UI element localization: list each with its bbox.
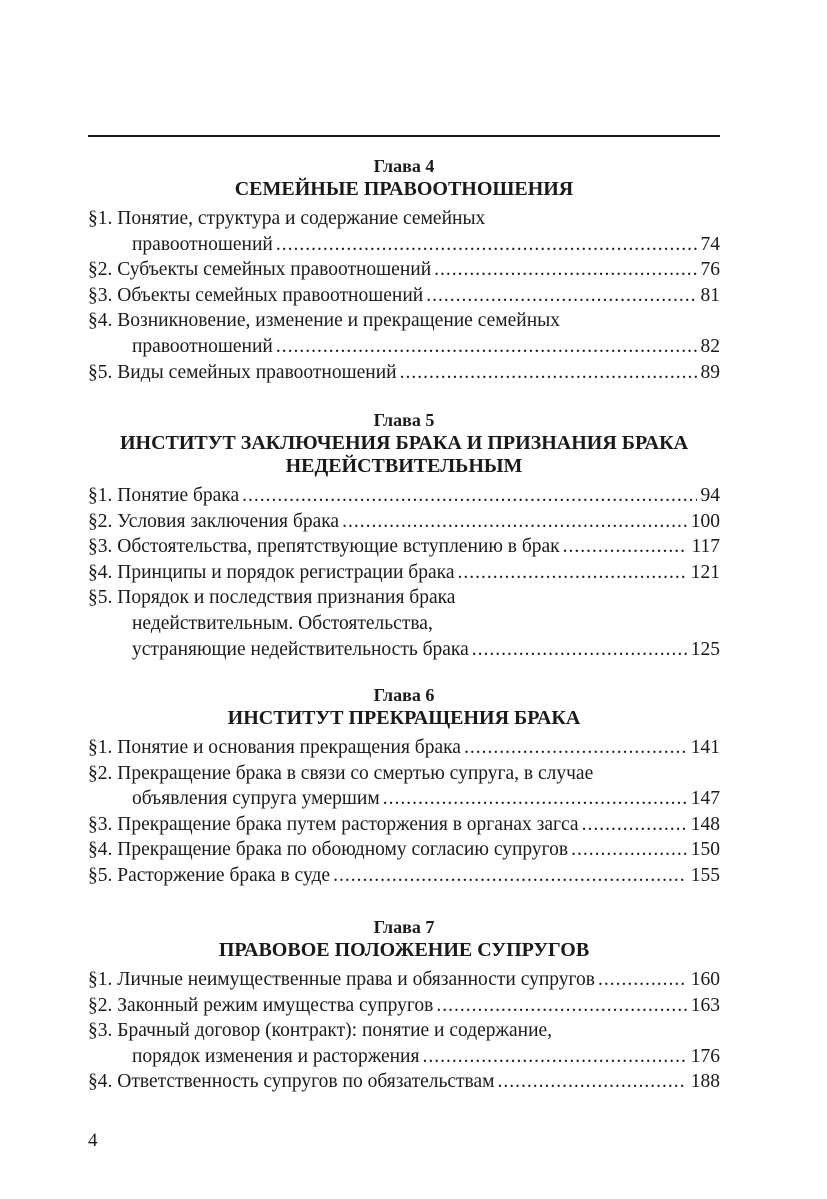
toc-entry[interactable] [88,812,720,838]
dot-leader [419,1044,686,1070]
toc-page-number: 147 [690,788,720,810]
toc-entry-text: §1. Личные неимущественные права и обязанности супругов [88,969,596,990]
toc-entry-line [88,560,720,586]
chapter-section [88,683,720,889]
toc-entry-line [88,837,720,863]
chapter-section [88,154,720,385]
toc-page-number: 89 [700,361,720,383]
toc-entry-line [88,509,720,535]
toc-entry-line [88,1069,720,1095]
toc-page-number: 150 [690,839,720,861]
toc-entry[interactable] [88,837,720,863]
toc-entry[interactable] [88,1018,720,1069]
toc-entry-text: §1. Понятие и основания прекращения брака [88,737,461,758]
toc-entry-line [88,611,720,637]
toc-entry[interactable] [88,206,720,257]
toc-entry-line [88,967,720,993]
toc-entry-line [88,483,720,509]
toc-entry[interactable] [88,308,720,359]
toc-entry-line [88,812,720,838]
toc-entry-text: объявления супруга умершим [132,788,380,810]
toc-entry-text: §5. Виды семейных правоотношений [88,361,397,383]
toc-entry-line [88,534,720,560]
toc-entry[interactable] [88,863,720,889]
toc-page-number: 163 [690,994,720,1016]
dot-leader [461,735,687,761]
chapter-title [88,939,720,962]
dot-leader [454,560,686,586]
chapter-title-line: НЕДЕЙСТВИТЕЛЬНЫМ [285,455,523,477]
toc-entry-text: недействительным. Обстоятельства, [132,612,433,634]
toc-entry[interactable] [88,360,720,386]
toc-entry-line [88,1044,720,1070]
toc-entry-line [88,360,720,386]
dot-leader [380,786,687,812]
toc-entry[interactable] [88,735,720,761]
toc-entry[interactable] [88,560,720,586]
toc-entry-line [88,637,720,663]
toc-entry-text: §2. Субъекты семейных правоотношений [88,259,432,281]
toc-entry[interactable] [88,283,720,309]
toc-page-number: 188 [690,1071,720,1093]
chapter-title [88,178,720,201]
toc-entry-line [88,1018,720,1044]
toc-entry-text: §3. Обстоятельства, препятствующие вступлению в брак [88,536,560,558]
chapter-title-line: ИНСТИТУТ ЗАКЛЮЧЕНИЯ БРАКА И ПРИЗНАНИЯ БРАКА [119,432,689,454]
toc-page-number: 74 [700,233,720,255]
toc-entry-text: §5. Расторжение брака в суде [88,864,331,886]
toc-entry-text: §3. Прекращение брака путем расторжения в органах загса [88,813,579,835]
toc-entry-line [88,232,720,258]
dot-leader [273,232,697,258]
toc-page-number: 176 [690,1045,720,1067]
page-number: 4 [88,1130,98,1151]
chapter-title-line: ИНСТИТУТ ПРЕКРАЩЕНИЯ БРАКА [227,707,581,729]
toc-page-number: 155 [690,864,720,886]
dot-leader [568,837,687,863]
toc-entry-text: §1. Понятие брака [88,485,240,506]
toc-entry-text: §4. Принципы и порядок регистрации брака [88,561,455,583]
dot-leader [397,360,697,386]
toc-entry-text: правоотношений [132,335,273,357]
toc-entry-text: правоотношений [132,233,273,255]
toc-page-number: 117 [691,536,720,558]
toc-entry-line [88,308,720,334]
toc-entry-text: §3. Объекты семейных правоотношений [88,284,424,306]
toc-page-number: 121 [690,561,720,583]
toc-entry[interactable] [88,993,720,1019]
toc-entry[interactable] [88,761,720,812]
toc-entry-line [88,334,720,360]
toc-entry[interactable] [88,509,720,535]
dot-leader [239,483,696,509]
toc-entry-text: устраняющие недействительность брака [132,638,469,660]
toc-entry-text: §3. Брачный договор (контракт): понятие и содержание, [88,1020,553,1042]
chapter-section [88,915,720,1095]
toc-entry-line [88,786,720,812]
toc-page-number: 160 [690,969,720,990]
dot-leader [595,967,687,993]
chapter-title [88,432,720,478]
toc-entry[interactable] [88,585,720,662]
toc-entry-line [88,735,720,761]
toc-page-number: 81 [700,284,720,306]
dot-leader [560,534,688,560]
toc-entry-text: §2. Законный режим имущества супругов [88,994,434,1016]
toc-entry-line [88,761,720,787]
chapter-title-line: ПРАВОВОЕ ПОЛОЖЕНИЕ СУПРУГОВ [218,939,590,961]
chapter-title-line: СЕМЕЙНЫЕ ПРАВООТНОШЕНИЯ [234,178,574,200]
toc-entry-line [88,257,720,283]
toc-entry[interactable] [88,534,720,560]
toc-entry-line [88,863,720,889]
dot-leader [431,257,696,283]
dot-leader [330,863,687,889]
chapter-section [88,408,720,662]
dot-leader [433,993,686,1019]
dot-leader [273,334,697,360]
toc-page-number: 94 [700,485,720,506]
toc-entry-text: порядок изменения и расторжения [132,1045,420,1067]
toc-entry-text: §1. Понятие, структура и содержание семейных [88,208,486,229]
dot-leader [495,1069,687,1095]
toc-entry-text: §2. Прекращение брака в связи со смертью супруга, в случае [88,762,594,784]
header-rule [88,135,720,137]
chapter-number: Глава 4 [373,156,435,176]
chapter-number: Глава 5 [373,410,435,430]
toc-entry-line [88,206,720,232]
dot-leader [579,812,687,838]
toc-entry-line [88,283,720,309]
toc-page-number: 148 [690,813,720,835]
toc-entry-text: §4. Возникновение, изменение и прекращение семейных [88,310,560,332]
dot-leader [423,283,696,309]
toc-entry-text: §4. Ответственность супругов по обязательствам [88,1071,495,1093]
toc-page-number: 100 [690,510,720,532]
toc-entry[interactable] [88,1069,720,1095]
toc-entry[interactable] [88,257,720,283]
toc-entry[interactable] [88,483,720,509]
chapter-number: Глава 6 [373,685,435,705]
toc-page-number: 125 [690,638,720,660]
chapter-title [88,707,720,730]
toc-entry-text: §5. Порядок и последствия признания брака [88,587,456,609]
toc-entry-text: §4. Прекращение брака по обоюдному согласию супругов [88,839,569,861]
toc-entry-line [88,585,720,611]
toc-page-number: 82 [700,335,720,357]
toc-page-number: 141 [690,737,720,758]
dot-leader [339,509,687,535]
chapter-number: Глава 7 [373,917,435,937]
toc-entry[interactable] [88,967,720,993]
toc-entry-line [88,993,720,1019]
dot-leader [469,637,687,663]
toc-page-number: 76 [700,259,720,281]
toc-entry-text: §2. Условия заключения брака [88,510,340,532]
